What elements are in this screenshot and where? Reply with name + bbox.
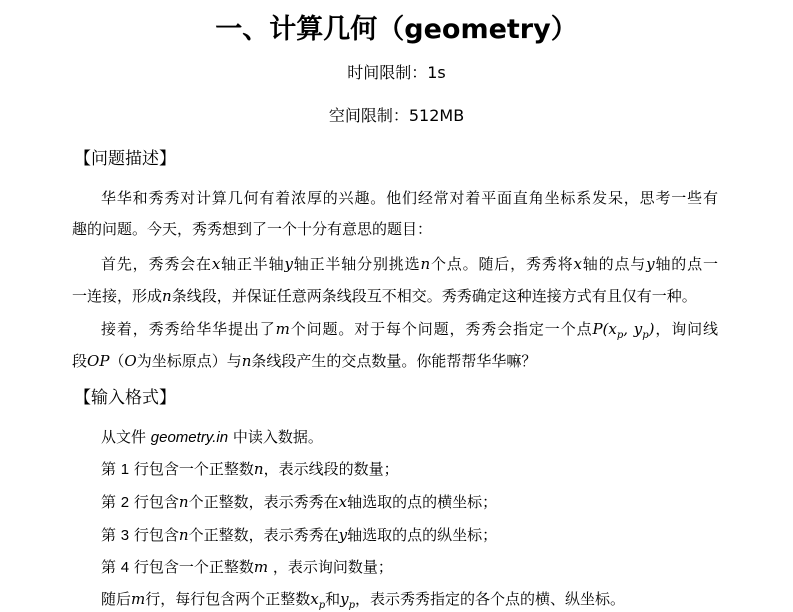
input-line-1: 从文件 geometry.in 中读入数据。	[101, 428, 323, 446]
input-line-3: 第 2 行包含n个正整数，表示秀秀在x轴选取的点的横坐标；	[101, 493, 498, 511]
desc-paragraph-3-line-2: 段OP（O为坐标原点）与n条线段产生的交点数量。你能帮帮华华嘛？	[72, 352, 537, 370]
desc-paragraph-2-line-1: 首先，秀秀会在x轴正半轴y轴正半轴分别挑选n个点。随后，秀秀将x轴的点与y轴的点一	[101, 255, 718, 273]
input-line-4: 第 3 行包含n个正整数，表示秀秀在y轴选取的点的纵坐标；	[101, 526, 498, 544]
memory-limit-value: 512MB	[408, 106, 465, 125]
input-line-2: 第 1 行包含一个正整数n，表示线段的数量；	[101, 460, 399, 478]
time-limit-label: 时间限制：	[347, 63, 428, 82]
title-close: ）	[550, 14, 578, 45]
title-en: geometry	[404, 14, 551, 45]
input-file-name: geometry.in	[150, 429, 229, 446]
memory-limit-label: 空间限制：	[328, 106, 409, 125]
point-p: $P(x_p$, $y_p$)	[592, 320, 655, 341]
memory-limit	[0, 105, 793, 127]
title-cn: 一、计算几何（	[215, 14, 405, 45]
input-format-heading: 【输入格式】	[74, 388, 176, 408]
description-heading: 【问题描述】	[74, 149, 176, 169]
desc-paragraph-3-line-1: 接着，秀秀给华华提出了m个问题。对于每个问题，秀秀会指定一个点$P(x_p$, $y_p$)，询问线	[101, 320, 718, 341]
time-limit	[0, 62, 793, 84]
input-line-6: 随后m行，每行包含两个正整数$x_p$和$y_p$，表示秀秀指定的各个点的横、纵坐标。	[101, 590, 626, 611]
desc-paragraph-2-line-2: 一连接，形成n条线段，并保证任意两条线段互不相交。秀秀确定这种连接方式有且仅有一种。	[72, 287, 697, 305]
desc-paragraph-1-line-2: 趣的问题。今天，秀秀想到了一个十分有意思的题目：	[72, 220, 433, 238]
time-limit-value: 1s	[427, 63, 446, 82]
desc-paragraph-1-line-1: 华华和秀秀对计算几何有着浓厚的兴趣。他们经常对着平面直角坐标系发呆，思考一些有	[101, 189, 718, 207]
coord-y-p: $y_p$	[340, 590, 356, 611]
input-line-5: 第 4 行包含一个正整数m ，表示询问数量；	[101, 558, 393, 576]
coord-x-p: $x_p$	[310, 590, 326, 611]
problem-title	[0, 10, 793, 50]
